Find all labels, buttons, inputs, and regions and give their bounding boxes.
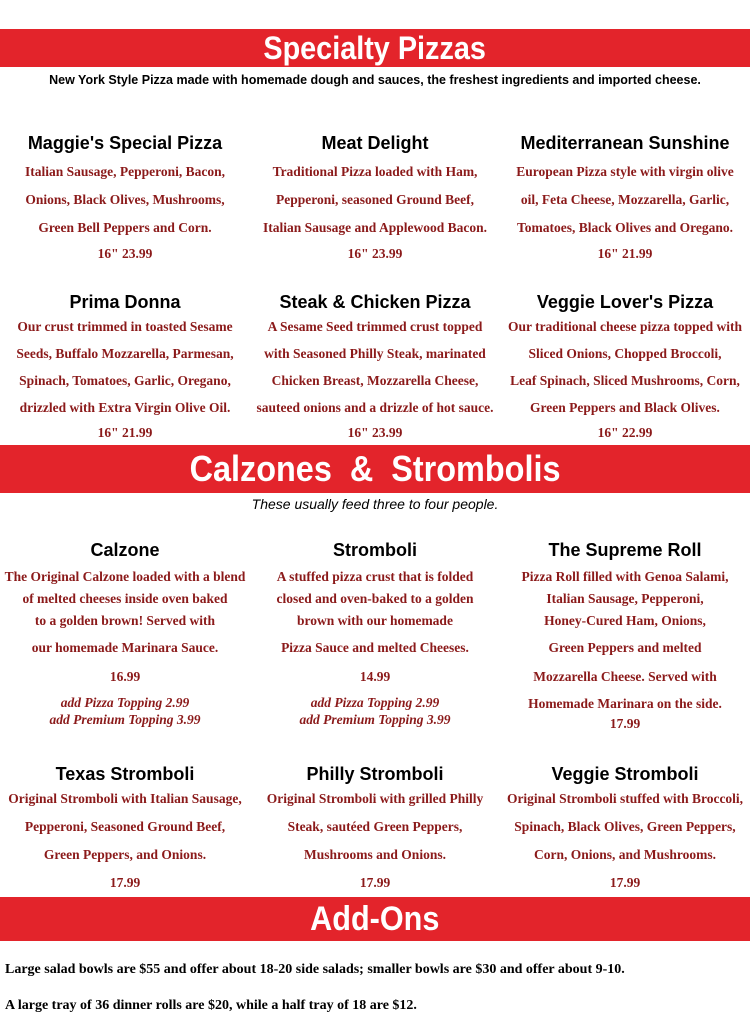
item-price: 16" 21.99 bbox=[97, 425, 153, 440]
item-name: Prima Donna bbox=[69, 292, 181, 312]
item-description-line: Green Peppers, and Onions. bbox=[43, 847, 207, 862]
item-name: The Supreme Roll bbox=[548, 540, 702, 560]
add-ons-banner bbox=[0, 897, 750, 941]
item-name: Maggie's Special Pizza bbox=[27, 133, 223, 153]
item-description-line: Pepperoni, Seasoned Ground Beef, bbox=[24, 819, 226, 834]
item-price: 16" 22.99 bbox=[597, 425, 653, 440]
item-name: Texas Stromboli bbox=[55, 764, 195, 784]
item-description-line: Traditional Pizza loaded with Ham, bbox=[272, 164, 478, 179]
addon-premium-line: add Premium Topping 3.99 bbox=[49, 712, 201, 727]
item-price: 17.99 bbox=[609, 875, 641, 890]
item-description-line: Pizza Sauce and melted Cheeses. bbox=[281, 640, 469, 655]
item-description-line: Sliced Onions, Chopped Broccoli, bbox=[528, 346, 722, 361]
item-price: 16" 21.99 bbox=[597, 246, 653, 261]
item-description-line: Seeds, Buffalo Mozzarella, Parmesan, bbox=[16, 346, 234, 361]
item-description-line: Mushrooms and Onions. bbox=[304, 847, 446, 862]
item-description-line: Chicken Breast, Mozzarella Cheese, bbox=[271, 373, 479, 388]
item-description-line: sauteed onions and a drizzle of hot sauce. bbox=[256, 400, 494, 415]
item-name: Mediterranean Sunshine bbox=[520, 133, 730, 153]
item-description-line: Tomatoes, Black Olives and Oregano. bbox=[516, 220, 734, 235]
item-description-line: Corn, Onions, and Mushrooms. bbox=[533, 847, 717, 862]
menu-item bbox=[250, 539, 500, 728]
item-price: 16" 23.99 bbox=[347, 425, 403, 440]
menu-item bbox=[500, 291, 750, 445]
calzones-strombolis-banner bbox=[0, 445, 750, 493]
specialty-pizzas-subtitle: New York Style Pizza made with homemade dough and sauces, the freshest ingredients and imported cheese. bbox=[49, 73, 701, 87]
item-description-line: with Seasoned Philly Steak, marinated bbox=[264, 346, 486, 361]
item-description-line: Spinach, Black Olives, Green Peppers, bbox=[514, 819, 736, 834]
addon-topping-line: add Pizza Topping 2.99 bbox=[310, 695, 440, 710]
item-description-line: Green Peppers and melted bbox=[548, 640, 702, 655]
item-name: Calzone bbox=[90, 540, 160, 560]
item-description-line: Our crust trimmed in toasted Sesame bbox=[17, 319, 233, 334]
menu-item bbox=[250, 763, 500, 897]
menu-item bbox=[500, 763, 750, 897]
item-description-line: The Original Calzone loaded with a blend bbox=[4, 569, 246, 584]
item-description-line: Steak, sautéed Green Peppers, bbox=[287, 819, 463, 834]
item-description-line: Pizza Roll filled with Genoa Salami, bbox=[521, 569, 729, 584]
item-description-line: A Sesame Seed trimmed crust topped bbox=[267, 319, 483, 334]
item-price: 17.99 bbox=[359, 875, 391, 890]
item-description-line: Original Stromboli stuffed with Broccoli, bbox=[506, 791, 744, 806]
item-price: 16" 23.99 bbox=[97, 246, 153, 261]
add-ons-rolls-line: A large tray of 36 dinner rolls are $20, while a half tray of 18 are $12. bbox=[5, 998, 417, 1013]
item-name: Meat Delight bbox=[321, 133, 429, 153]
item-description-line: Onions, Black Olives, Mushrooms, bbox=[25, 192, 225, 207]
item-description-line: Green Peppers and Black Olives. bbox=[530, 400, 720, 415]
specialty-pizzas-title: Specialty Pizzas bbox=[263, 30, 487, 66]
item-price: 17.99 bbox=[109, 875, 141, 890]
item-description-line: Leaf Spinach, Sliced Mushrooms, Corn, bbox=[510, 373, 740, 388]
item-price: 16" 23.99 bbox=[347, 246, 403, 261]
item-description-line: of melted cheeses inside oven baked bbox=[22, 591, 228, 606]
item-name: Veggie Stromboli bbox=[551, 764, 699, 784]
item-description-line: Honey-Cured Ham, Onions, bbox=[544, 613, 706, 628]
item-description-line: Original Stromboli with grilled Philly bbox=[266, 791, 484, 806]
addon-premium-line: add Premium Topping 3.99 bbox=[299, 712, 451, 727]
item-description-line: oil, Feta Cheese, Mozzarella, Garlic, bbox=[520, 192, 730, 207]
menu-item bbox=[250, 132, 500, 266]
item-description-line: closed and oven-baked to a golden bbox=[276, 591, 474, 606]
addon-topping-line: add Pizza Topping 2.99 bbox=[60, 695, 190, 710]
item-description-line: Italian Sausage, Pepperoni, bbox=[546, 591, 704, 606]
item-name: Steak & Chicken Pizza bbox=[279, 292, 471, 312]
item-name: Philly Stromboli bbox=[306, 764, 444, 784]
menu-item bbox=[0, 291, 250, 445]
menu-item bbox=[0, 763, 250, 897]
item-price: 17.99 bbox=[609, 716, 641, 731]
item-price: 16.99 bbox=[109, 669, 141, 684]
item-name: Stromboli bbox=[333, 540, 417, 560]
item-name: Veggie Lover's Pizza bbox=[536, 292, 714, 312]
add-ons-salad-line: Large salad bowls are $55 and offer about 18-20 side salads; smaller bowls are $30 and offer about 9-10. bbox=[5, 962, 625, 977]
item-description-line: Our traditional cheese pizza topped with bbox=[507, 319, 743, 334]
item-description-line: drizzled with Extra Virgin Olive Oil. bbox=[19, 400, 231, 415]
menu-item bbox=[250, 291, 500, 445]
item-description-line: our homemade Marinara Sauce. bbox=[31, 640, 219, 655]
item-description-line: Homemade Marinara on the side. bbox=[528, 696, 722, 711]
item-description-line: Italian Sausage and Applewood Bacon. bbox=[263, 220, 487, 235]
item-description-line: Italian Sausage, Pepperoni, Bacon, bbox=[24, 164, 226, 179]
item-description-line: to a golden brown! Served with bbox=[34, 613, 216, 628]
item-description-line: A stuffed pizza crust that is folded bbox=[276, 569, 474, 584]
item-description-line: European Pizza style with virgin olive bbox=[516, 164, 734, 179]
specialty-pizzas-banner bbox=[0, 29, 750, 67]
item-description-line: Spinach, Tomatoes, Garlic, Oregano, bbox=[19, 373, 231, 388]
item-description-line: Green Bell Peppers and Corn. bbox=[38, 220, 212, 235]
add-ons-title: Add-Ons bbox=[310, 900, 440, 938]
calzones-strombolis-title: Calzones & Strombolis bbox=[189, 448, 561, 489]
item-description-line: Pepperoni, seasoned Ground Beef, bbox=[276, 192, 474, 207]
item-description-line: brown with our homemade bbox=[297, 613, 453, 628]
item-price: 14.99 bbox=[359, 669, 391, 684]
menu-item bbox=[0, 539, 250, 728]
menu-item bbox=[0, 132, 250, 266]
item-description-line: Mozzarella Cheese. Served with bbox=[533, 669, 717, 684]
calzones-subtitle: These usually feed three to four people. bbox=[251, 496, 499, 512]
item-description-line: Original Stromboli with Italian Sausage, bbox=[8, 791, 242, 806]
menu-item bbox=[500, 539, 750, 730]
menu-item bbox=[500, 132, 750, 266]
